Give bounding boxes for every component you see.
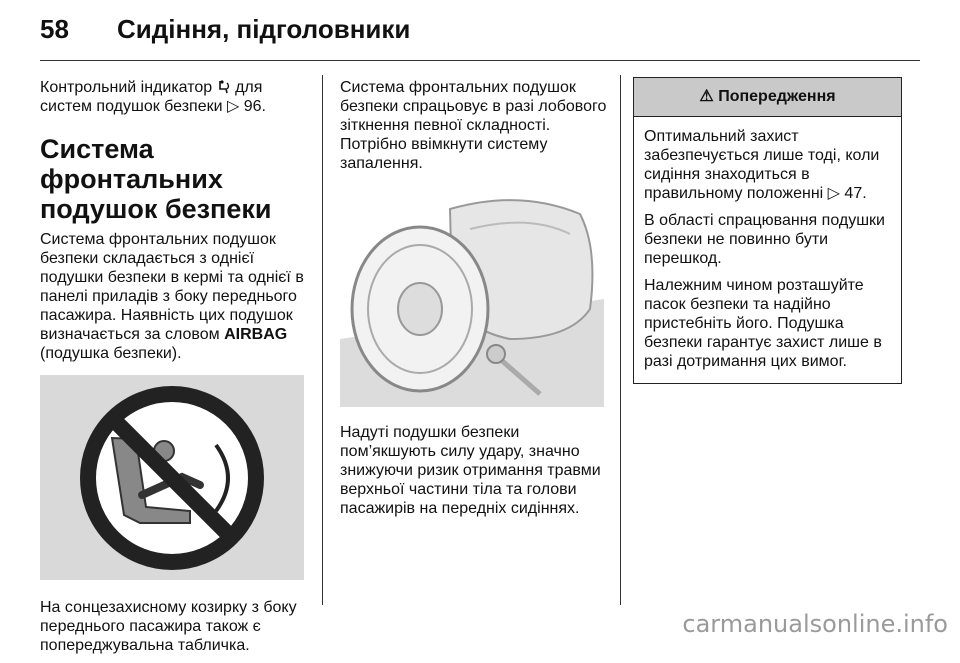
column-left <box>40 78 308 663</box>
warning-paragraph-2: В області спрацювання подушки безпеки не повинно бути перешкод. <box>644 212 885 267</box>
airbag-paragraph <box>40 230 308 363</box>
no-child-seat-illustration <box>40 375 304 580</box>
inflated-airbag-illustration <box>340 189 604 407</box>
protection-paragraph: Надуті подушки безпеки пом’якшують силу удару, значно знижуючи ризик отримання травми верхньої частини тіла та голови пасажирів на передніх сидіннях. <box>340 424 601 517</box>
prohibition-sign-icon <box>40 375 304 580</box>
reference-triangle-icon: ▷ <box>226 98 240 115</box>
indicator-paragraph <box>40 78 308 116</box>
airbag-paragraph-end: (подушка безпеки). <box>40 345 182 362</box>
reference-triangle-icon: ▷ <box>827 185 840 202</box>
figure-caption: На сонцезахисному козирку з боку переднього пасажира також є попереджувальна табличка. <box>40 599 297 654</box>
indicator-text: Контрольний індикатор <box>40 79 213 96</box>
airbag-paragraph-text: Система фронтальних подушок безпеки складається з однієї подушки безпеки в кермі та однієї в панелі приладів з боку переднього пасажира. Наявність цих подушок визначається за словом <box>40 231 304 343</box>
section-heading: Система фронтальних подушок безпеки <box>40 134 272 224</box>
warning-paragraph-3: Належним чином розташуйте пасок безпеки та надійно пристебніть його. Подушка безпеки гарантує захист лише в разі дотримання цих вимог. <box>644 277 882 370</box>
page-reference: 96. <box>243 98 266 115</box>
warning-title: Попередження <box>718 88 836 105</box>
indicator-text-2: для систем подушок безпеки <box>40 79 263 115</box>
column-divider <box>322 75 323 605</box>
warning-triangle-icon: ⚠ <box>699 88 714 105</box>
watermark: carmanualsonline.info <box>682 610 948 638</box>
warning-page-reference: 47. <box>844 185 867 202</box>
airbag-seat-icon <box>217 79 231 94</box>
page-header <box>40 14 920 58</box>
warning-body <box>634 117 901 383</box>
column-middle <box>340 78 608 526</box>
airbag-word: AIRBAG <box>224 326 288 343</box>
warning-box <box>633 77 902 384</box>
warning-text-1: Оптимальний захист забезпечується лише тоді, коли сидіння знаходиться в правильному положенні <box>644 128 880 202</box>
deployment-paragraph: Система фронтальних подушок безпеки спрацьовує в разі лобового зіткнення певної складності. Потрібно ввімкнути систему запалення. <box>340 79 607 172</box>
column-divider-2 <box>620 75 621 605</box>
warning-paragraph-1 <box>644 127 891 203</box>
airbag-drawing <box>340 189 604 407</box>
page-number: 58 <box>40 14 69 44</box>
header-rule <box>40 60 920 61</box>
warning-header <box>634 78 901 117</box>
page-title: Сидіння, підголовники <box>117 14 411 44</box>
